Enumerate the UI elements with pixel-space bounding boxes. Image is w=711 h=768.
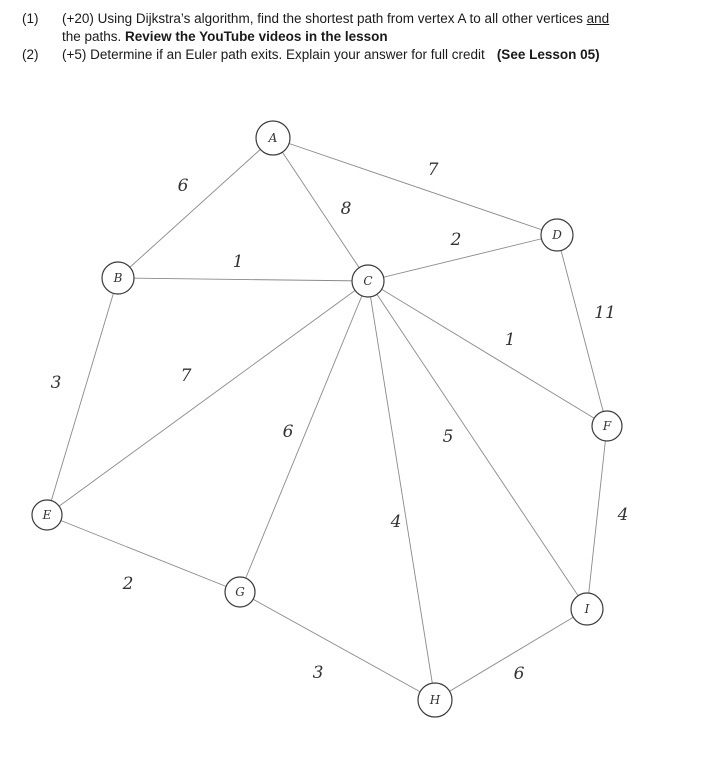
weight-d-f: 11 xyxy=(594,303,616,323)
edge-f-i xyxy=(587,426,607,609)
vertex-c xyxy=(352,265,384,297)
vertex-label: E xyxy=(42,508,52,522)
edge-d-f xyxy=(557,235,607,426)
vertex-label: G xyxy=(235,585,245,599)
weight-a-d: 7 xyxy=(427,160,439,180)
weight-c-e: 7 xyxy=(180,366,192,386)
edge-g-h xyxy=(240,592,435,700)
graph-edges xyxy=(47,138,607,700)
edge-c-h xyxy=(368,281,435,700)
weight-a-b: 6 xyxy=(177,176,189,196)
vertex-label: F xyxy=(602,419,612,433)
weight-b-c: 1 xyxy=(232,252,244,272)
question-1-number: (1) xyxy=(22,11,39,26)
edge-h-i xyxy=(435,609,587,700)
weight-c-i: 5 xyxy=(442,427,454,447)
vertex-a xyxy=(256,121,290,155)
weight-h-i: 6 xyxy=(513,664,525,684)
graph-vertices xyxy=(32,121,622,717)
weight-c-d: 2 xyxy=(450,230,462,250)
question-1-instruction: Review the YouTube videos in the lesson xyxy=(125,29,388,44)
vertex-label: B xyxy=(113,271,123,285)
edge-e-g xyxy=(47,515,240,592)
vertex-f xyxy=(592,411,622,441)
weight-c-g: 6 xyxy=(282,422,294,442)
edge-b-e xyxy=(47,278,118,515)
weight-c-h: 4 xyxy=(390,512,402,532)
vertex-h xyxy=(418,683,452,717)
vertex-d xyxy=(541,219,573,251)
edge-c-d xyxy=(368,235,557,281)
edge-b-c xyxy=(118,278,368,281)
vertex-i xyxy=(571,593,603,625)
edge-c-f xyxy=(368,281,607,426)
edge-a-c xyxy=(273,138,368,281)
vertex-label: A xyxy=(268,131,278,145)
question-1-text: (+20) Using Dijkstra’s algorithm, find the shortest path from vertex A to all other vertices xyxy=(62,11,587,26)
vertex-e xyxy=(32,500,62,530)
weight-f-i: 4 xyxy=(617,505,629,525)
weight-a-c: 8 xyxy=(340,199,352,219)
edge-a-b xyxy=(118,138,273,278)
vertex-b xyxy=(102,262,134,294)
vertex-label: H xyxy=(429,693,441,707)
question-2-text: (+5) Determine if an Euler path exits. Explain your answer for full credit xyxy=(62,47,485,62)
edge-c-i xyxy=(368,281,587,609)
edge-a-d xyxy=(273,138,557,235)
vertex-label: I xyxy=(584,602,590,616)
vertex-label: C xyxy=(363,274,373,288)
question-2-reference: (See Lesson 05) xyxy=(496,47,600,62)
vertex-g xyxy=(225,577,255,607)
weight-e-g: 2 xyxy=(122,574,134,594)
question-2-number: (2) xyxy=(22,47,39,62)
weight-g-h: 3 xyxy=(312,663,324,683)
weight-b-e: 3 xyxy=(50,373,62,393)
weight-c-f: 1 xyxy=(504,330,516,350)
question-1-underlined: and xyxy=(586,11,610,26)
question-1-line2: the paths. xyxy=(62,29,126,44)
vertex-label: D xyxy=(552,228,562,242)
